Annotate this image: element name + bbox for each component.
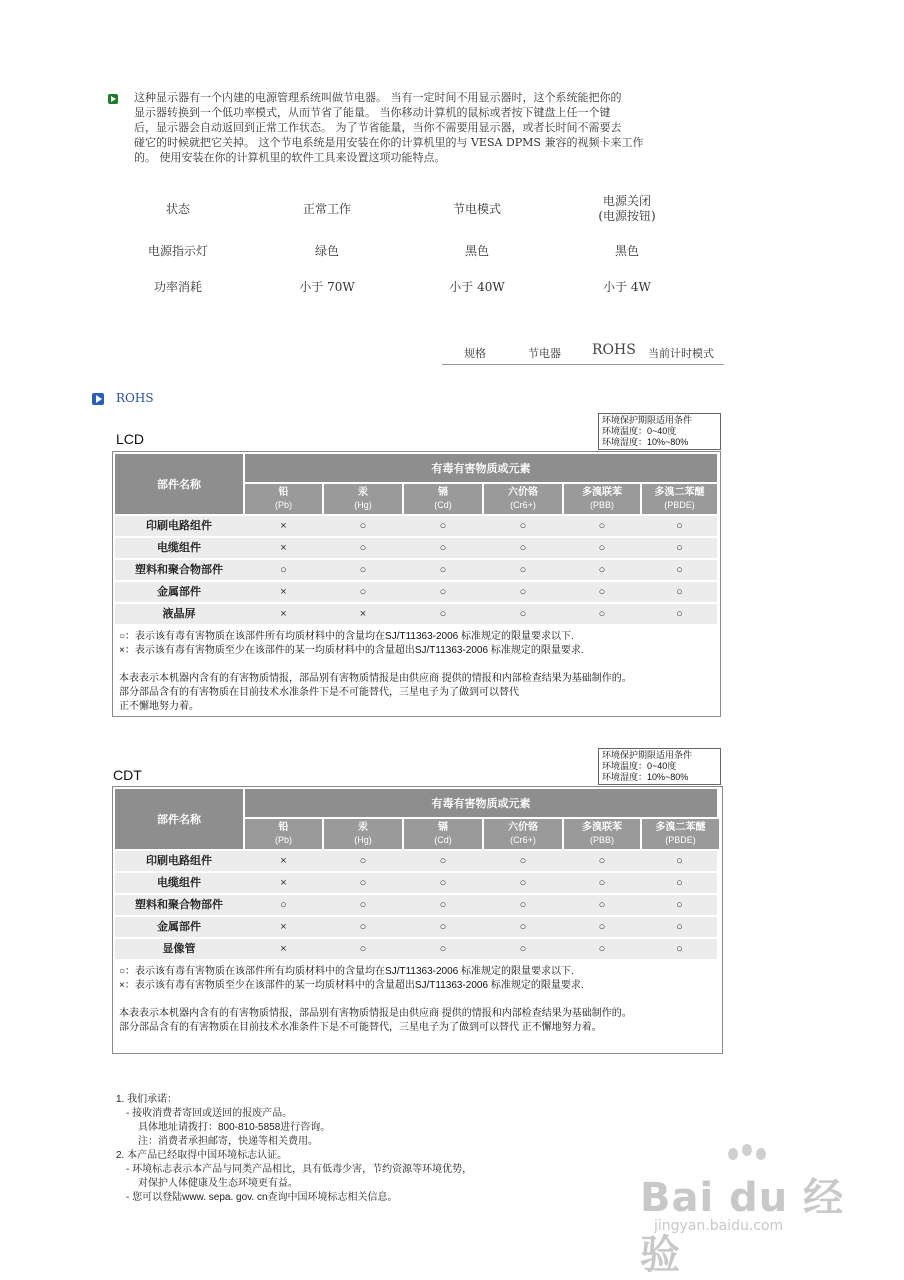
substance-header-hg <box>324 484 402 514</box>
compliance-mark-cell: ○ <box>676 564 683 576</box>
substance-name: 多溴联苯 <box>582 822 622 833</box>
compliance-mark-cell: ○ <box>280 564 287 576</box>
part-name-header: 部件名称 <box>115 789 243 849</box>
consumption-saving: 小于 40W <box>449 280 505 294</box>
substance-symbol: (Hg) <box>354 500 372 510</box>
watermark-brand: Bai du 经验 <box>640 1175 845 1278</box>
part-name-cell: 印刷电路组件 <box>146 520 212 532</box>
compliance-mark-cell: ○ <box>676 855 683 867</box>
toxic-substances-header: 有毒有害物质或元素 <box>245 789 717 817</box>
substance-name: 铅 <box>278 822 289 833</box>
lcd-rohs-table <box>112 451 721 717</box>
substance-header-hg <box>324 819 402 849</box>
lcd-para-line: 正不懈地努力着。 <box>119 701 199 712</box>
paw-icon-toe <box>756 1148 766 1160</box>
cdt-notes <box>119 965 719 1035</box>
cdt-para-line: 部分部品含有的有害物质在目前技术水准条件下是不可能替代，三星电子为了做到可以替代 正不懈地努力着。 <box>119 1022 602 1033</box>
substance-symbol: (Cr6+) <box>510 835 536 845</box>
compliance-mark-cell: ○ <box>676 542 683 554</box>
compliance-mark-cell: ○ <box>598 921 606 933</box>
cdt-table-label: CDT <box>113 767 142 783</box>
lcd-env-conditions-box <box>598 413 721 450</box>
green-arrow-bullet-icon <box>108 94 118 104</box>
part-name-cell: 金属部件 <box>157 586 201 598</box>
table-row <box>115 516 717 536</box>
nav-link-rohs[interactable]: ROHS <box>592 342 636 358</box>
substance-name: 铅 <box>278 487 289 498</box>
header-normal: 正常工作 <box>302 202 351 216</box>
cdt-env-conditions-box <box>598 748 721 785</box>
header-power-saving: 节电模式 <box>452 202 501 216</box>
power-table-row-consumption <box>100 280 740 316</box>
compliance-mark-cell: × <box>280 586 287 598</box>
compliance-mark-cell: ○ <box>676 921 683 933</box>
compliance-mark-cell: ○ <box>598 877 606 889</box>
substance-name: 多溴联苯 <box>582 487 622 498</box>
compliance-mark-cell: ○ <box>519 921 527 933</box>
compliance-mark-cell: ○ <box>439 855 447 867</box>
nav-link-timing-mode[interactable]: 当前计时模式 <box>648 347 714 360</box>
note-cross-meaning: ×：表示该有毒有害物质至少在该部件的某一均质材料中的含量超出SJ/T11363-2006 标准规定的限量要求. <box>119 980 584 991</box>
compliance-mark-cell: × <box>280 608 287 620</box>
power-table-row-indicator <box>100 244 740 280</box>
compliance-mark-cell: ○ <box>676 943 683 955</box>
compliance-mark-cell: ○ <box>359 855 367 867</box>
compliance-mark-cell: ○ <box>359 520 367 532</box>
table-row <box>115 560 717 580</box>
compliance-mark-cell: ○ <box>519 608 527 620</box>
note-cross-meaning: ×：表示该有毒有害物质至少在该部件的某一均质材料中的含量超出SJ/T11363-2006 标准规定的限量要求. <box>119 645 584 656</box>
substance-symbol: (Cd) <box>434 835 452 845</box>
part-name-cell: 显像管 <box>162 943 196 955</box>
substance-name: 六价铬 <box>508 822 538 833</box>
compliance-mark-cell: ○ <box>676 899 683 911</box>
part-name-cell: 液晶屏 <box>162 608 196 620</box>
paw-icon-toe <box>728 1148 738 1160</box>
nav-link-power-saver[interactable]: 节电器 <box>528 347 561 360</box>
paw-icon-toe <box>742 1144 752 1156</box>
substance-name: 六价铬 <box>508 487 538 498</box>
substance-symbol: (PBDE) <box>665 835 696 845</box>
compliance-mark-cell: ○ <box>676 520 683 532</box>
cdt-para-line: 本表表示本机器内含有的有害物质情报，部品别有害物质情报是由供应商 提供的情报和内部检查结果为基础制作的。 <box>119 1008 632 1019</box>
note-circle-meaning: ○：表示该有毒有害物质在该部件所有均质材料中的含量均在SJ/T11363-2006 标准规定的限量要求以下. <box>119 631 574 642</box>
compliance-mark-cell: ○ <box>359 899 367 911</box>
substance-header-pbde <box>642 819 719 849</box>
compliance-mark-cell: ○ <box>359 586 367 598</box>
compliance-mark-cell: ○ <box>676 608 683 620</box>
compliance-mark-cell: ○ <box>439 921 447 933</box>
commit-line: - 接收消费者寄回或送回的报废产品。 <box>126 1108 293 1119</box>
table-row <box>115 917 717 937</box>
substance-header-pb <box>245 819 322 849</box>
commit-line: - 您可以登陆www. sepa. gov. cn查询中国环境标志相关信息。 <box>126 1192 398 1203</box>
compliance-mark-cell: ○ <box>598 542 606 554</box>
compliance-mark-cell: ○ <box>598 855 606 867</box>
intro-line: 显示器转换到一个低功率模式，从而节省了能量。 当你移动计算机的鼠标或者按下键盘上任一个键 <box>134 106 611 119</box>
compliance-mark-cell: ○ <box>519 520 527 532</box>
lcd-para-line: 本表表示本机器内含有的有害物质情报，部品别有害物质情报是由供应商 提供的情报和内部检查结果为基础制作的。 <box>119 673 632 684</box>
compliance-mark-cell: ○ <box>676 586 683 598</box>
commit-line: 2. 本产品已经取得中国环境标志认证。 <box>116 1150 288 1161</box>
table-row <box>115 538 717 558</box>
compliance-mark-cell: ○ <box>439 564 447 576</box>
compliance-mark-cell: ○ <box>519 899 527 911</box>
compliance-mark-cell: ○ <box>359 921 367 933</box>
header-power-off-line1: 电源关闭 <box>602 194 651 208</box>
baidu-jingyan-watermark <box>640 1148 880 1278</box>
commit-line: 注：消费者承担邮寄，快递等相关费用。 <box>138 1136 318 1147</box>
substance-symbol: (PBB) <box>589 835 614 845</box>
substance-header-pbb <box>564 819 640 849</box>
compliance-mark-cell: × <box>280 943 287 955</box>
blue-arrow-bullet-icon <box>92 393 104 405</box>
compliance-mark-cell: ○ <box>598 520 606 532</box>
env-line: 环境湿度：10%~80% <box>602 437 689 447</box>
compliance-mark-cell: ○ <box>280 899 287 911</box>
compliance-mark-cell: ○ <box>519 943 527 955</box>
commit-line: 具体地址请拨打：800-810-5858进行咨询。 <box>138 1122 331 1133</box>
substance-name: 多溴二苯醚 <box>655 822 706 833</box>
compliance-mark-cell: × <box>280 855 287 867</box>
compliance-mark-cell: ○ <box>439 586 447 598</box>
substance-header-cr6 <box>484 484 562 514</box>
table-row <box>115 939 717 959</box>
indicator-off: 黑色 <box>614 244 639 258</box>
intro-line: 碰它的时候就把它关掉。 这个节电系统是用安装在你的计算机里的与 VESA DPMS 兼容的视频卡来工作 <box>134 136 644 149</box>
power-table-header-row <box>100 190 740 226</box>
table-row <box>115 604 717 624</box>
substance-name: 汞 <box>358 822 368 833</box>
rohs-section-heading: ROHS <box>116 391 154 405</box>
compliance-mark-cell: × <box>280 877 287 889</box>
section-nav-bar <box>442 340 724 365</box>
note-circle-meaning: ○：表示该有毒有害物质在该部件所有均质材料中的含量均在SJ/T11363-2006 标准规定的限量要求以下. <box>119 966 574 977</box>
env-line: 环境湿度：10%~80% <box>602 772 689 782</box>
compliance-mark-cell: ○ <box>439 608 447 620</box>
compliance-mark-cell: × <box>280 921 287 933</box>
compliance-mark-cell: ○ <box>439 542 447 554</box>
compliance-mark-cell: ○ <box>439 943 447 955</box>
substance-header-cr6 <box>484 819 562 849</box>
substance-header-cd <box>404 819 482 849</box>
substance-header-cd <box>404 484 482 514</box>
intro-line: 后，显示器会自动返回到正常工作状态。 为了节省能量，当你不需要用显示器，或者长时间不需要去 <box>134 121 622 134</box>
substance-symbol: (Pb) <box>274 500 292 510</box>
lcd-table-label: LCD <box>116 431 145 447</box>
substance-name: 镉 <box>438 487 448 498</box>
compliance-mark-cell: ○ <box>359 943 367 955</box>
substance-name: 汞 <box>358 487 368 498</box>
compliance-mark-cell: ○ <box>519 877 527 889</box>
header-state: 状态 <box>165 202 190 216</box>
compliance-mark-cell: ○ <box>519 586 527 598</box>
env-line: 环境温度：0~40度 <box>602 426 677 436</box>
substance-symbol: (PBDE) <box>664 500 695 510</box>
compliance-mark-cell: ○ <box>519 542 527 554</box>
intro-line: 这种显示器有一个内建的电源管理系统叫做节电器。 当有一定时间不用显示器时，这个系统能把你的 <box>134 91 622 104</box>
row-label-consumption: 功率消耗 <box>153 280 202 294</box>
compliance-mark-cell: ○ <box>676 877 683 889</box>
compliance-mark-cell: ○ <box>519 855 527 867</box>
compliance-mark-cell: × <box>359 608 367 620</box>
intro-line: 的。 使用安装在你的计算机里的软件工具来设置这项功能特点。 <box>134 151 446 164</box>
power-intro-paragraph <box>134 90 704 165</box>
env-line: 环境温度：0~40度 <box>602 761 677 771</box>
substance-symbol: (PBB) <box>589 500 614 510</box>
compliance-mark-cell: ○ <box>598 899 606 911</box>
table-row <box>115 873 717 893</box>
consumption-off: 小于 4W <box>603 280 651 294</box>
table-row <box>115 851 717 871</box>
table-row <box>115 895 717 915</box>
part-name-cell: 塑料和聚合物部件 <box>135 564 223 576</box>
substance-symbol: (Cd) <box>434 500 452 510</box>
part-name-header: 部件名称 <box>115 454 243 514</box>
compliance-mark-cell: ○ <box>598 608 606 620</box>
commit-line: 1. 我们承诺： <box>116 1094 178 1105</box>
substance-symbol: (Cr6+) <box>510 500 536 510</box>
table-row <box>115 582 717 602</box>
compliance-mark-cell: × <box>280 520 287 532</box>
header-power-off-line2: (电源按钮) <box>598 209 656 223</box>
substance-name: 多溴二苯醚 <box>654 487 705 498</box>
consumption-normal: 小于 70W <box>299 280 355 294</box>
substance-name: 镉 <box>438 822 448 833</box>
part-name-cell: 金属部件 <box>157 921 201 933</box>
compliance-mark-cell: ○ <box>598 586 606 598</box>
env-line: 环境保护期限适用条件 <box>602 750 693 760</box>
substance-header-pb <box>245 484 322 514</box>
compliance-mark-cell: ○ <box>359 564 367 576</box>
commit-line: 对保护人体健康及生态环境更有益。 <box>138 1178 298 1189</box>
compliance-mark-cell: ○ <box>439 899 447 911</box>
compliance-mark-cell: ○ <box>439 877 447 889</box>
row-label-indicator: 电源指示灯 <box>147 244 208 258</box>
part-name-cell: 塑料和聚合物部件 <box>135 899 223 911</box>
substance-header-pbde <box>642 484 717 514</box>
part-name-cell: 电缆组件 <box>157 877 201 889</box>
environmental-commitments <box>116 1093 716 1205</box>
indicator-normal: 绿色 <box>314 244 339 258</box>
compliance-mark-cell: ○ <box>598 564 606 576</box>
compliance-mark-cell: ○ <box>519 564 527 576</box>
substance-symbol: (Pb) <box>274 835 292 845</box>
nav-link-spec[interactable]: 规格 <box>464 347 486 360</box>
part-name-cell: 电缆组件 <box>157 542 201 554</box>
indicator-saving: 黑色 <box>464 244 489 258</box>
lcd-para-line: 部分部品含有的有害物质在目前技术水准条件下是不可能替代，三星电子为了做到可以替代 <box>119 687 519 698</box>
header-power-off <box>552 194 702 224</box>
compliance-mark-cell: × <box>280 542 287 554</box>
lcd-notes <box>119 630 719 714</box>
compliance-mark-cell: ○ <box>359 877 367 889</box>
watermark-url: jingyan.baidu.com <box>654 1218 784 1234</box>
substance-header-pbb <box>564 484 640 514</box>
compliance-mark-cell: ○ <box>359 542 367 554</box>
toxic-substances-header: 有毒有害物质或元素 <box>245 454 717 482</box>
part-name-cell: 印刷电路组件 <box>146 855 212 867</box>
compliance-mark-cell: ○ <box>598 943 606 955</box>
compliance-mark-cell: ○ <box>439 520 447 532</box>
cdt-rohs-table <box>112 786 723 1054</box>
commit-line: - 环境标志表示本产品与同类产品相比，具有低毒少害，节约资源等环境优势， <box>126 1164 473 1175</box>
substance-symbol: (Hg) <box>354 835 372 845</box>
env-line: 环境保护期限适用条件 <box>602 415 693 425</box>
